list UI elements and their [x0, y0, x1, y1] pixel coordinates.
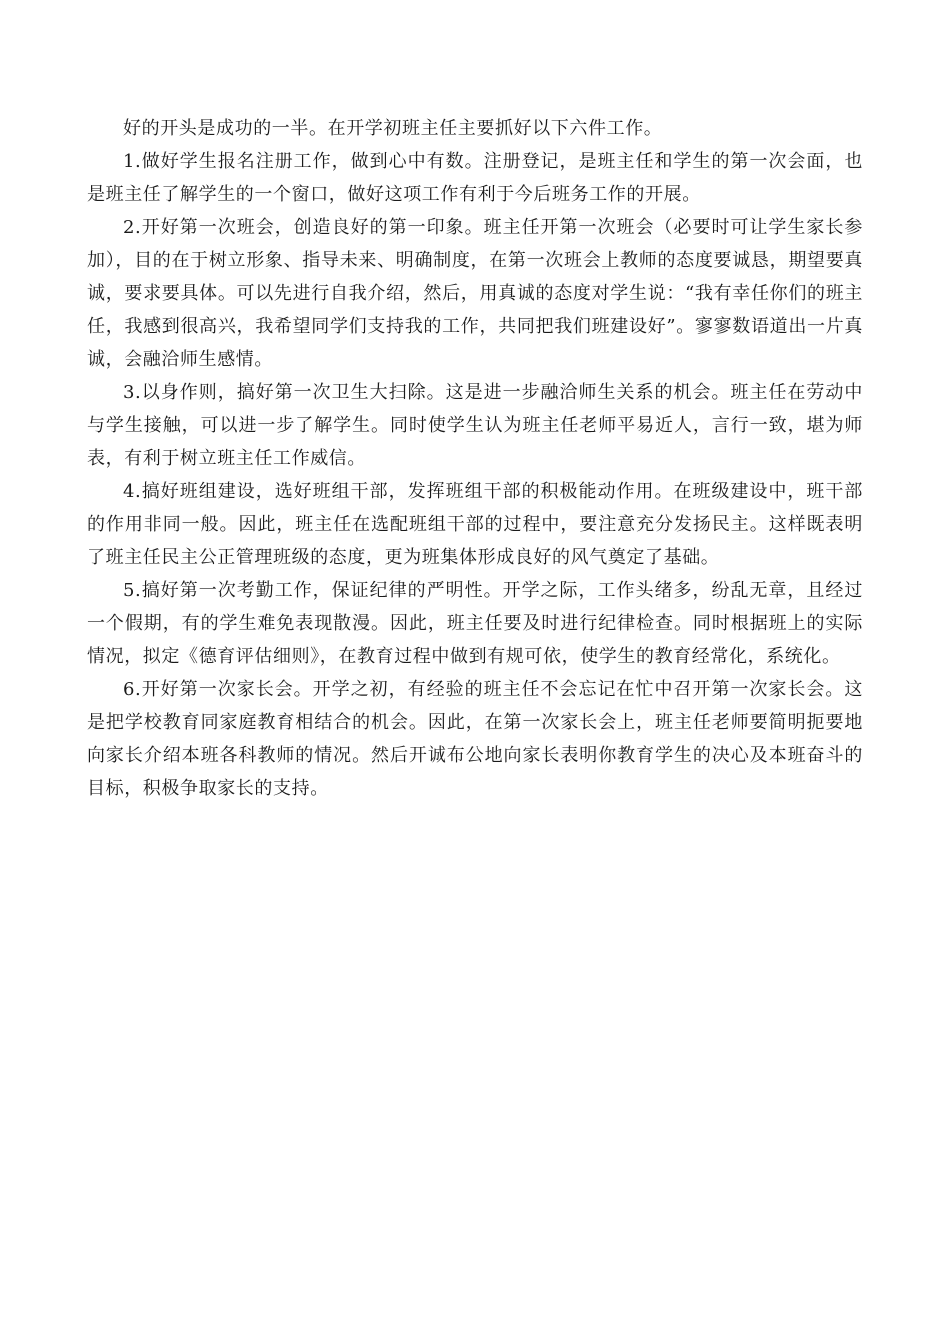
item-4-class-cadres: 4.搞好班组建设，选好班组干部，发挥班组干部的积极能动作用。在班级建设中，班干部的作用非同一般。因此，班主任在选配班组干部的过程中，要注意充分发扬民主。这样既表明了班主任民主公正管理班级的态度，更为班集体形成良好的风气奠定了基础。 [87, 481, 863, 568]
intro-paragraph: 好的开头是成功的一半。在开学初班主任主要抓好以下六件工作。 [123, 118, 663, 139]
item-3-cleaning: 3.以身作则，搞好第一次卫生大扫除。这是进一步融洽师生关系的机会。班主任在劳动中与学生接触，可以进一步了解学生。同时使学生认为班主任老师平易近人，言行一致，堪为师表，有利于树立班主任工作威信。 [87, 382, 863, 469]
item-2-first-class-meeting: 2.开好第一次班会，创造良好的第一印象。班主任开第一次班会（必要时可让学生家长参加），目的在于树立形象、指导未来、明确制度，在第一次班会上教师的态度要诚恳，期望要真诚，要求要具体。可以先进行自我介绍，然后，用真诚的态度对学生说：“我有幸任你们的班主任，我感到很高兴，我希望同学们支持我的工作，共同把我们班建设好”。寥寥数语道出一片真诚，会融洽师生感情。 [87, 217, 863, 370]
document-body [87, 112, 863, 805]
item-1-registration: 1.做好学生报名注册工作，做到心中有数。注册登记，是班主任和学生的第一次会面，也是班主任了解学生的一个窗口，做好这项工作有利于今后班务工作的开展。 [87, 151, 863, 205]
item-6-parent-meeting: 6.开好第一次家长会。开学之初，有经验的班主任不会忘记在忙中召开第一次家长会。这是把学校教育同家庭教育相结合的机会。因此，在第一次家长会上，班主任老师要简明扼要地向家长介绍本班各科教师的情况。然后开诚布公地向家长表明你教育学生的决心及本班奋斗的目标，积极争取家长的支持。 [87, 679, 863, 799]
item-5-attendance: 5.搞好第一次考勤工作，保证纪律的严明性。开学之际，工作头绪多，纷乱无章，且经过一个假期，有的学生难免表现散漫。因此，班主任要及时进行纪律检查。同时根据班上的实际情况，拟定《德育评估细则》，在教育过程中做到有规可依，使学生的教育经常化，系统化。 [87, 580, 863, 667]
